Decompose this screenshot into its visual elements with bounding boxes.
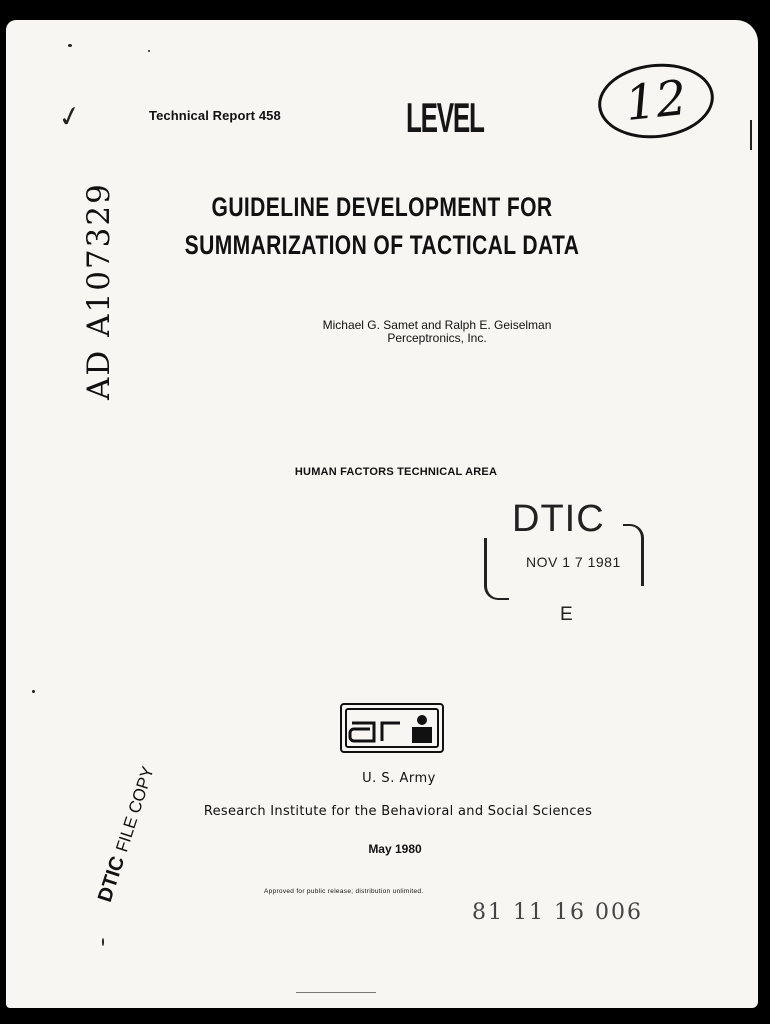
organization-line-2: Research Institute for the Behavioral and Social Sciences: [203, 804, 593, 819]
dtic-stamp-letter: E: [560, 604, 573, 625]
stamp-bracket-left: [484, 538, 509, 600]
technical-area: HUMAN FACTORS TECHNICAL AREA: [294, 466, 498, 478]
author-affiliation: Perceptronics, Inc.: [387, 331, 487, 345]
title-line-1: GUIDELINE DEVELOPMENT FOR: [211, 192, 553, 222]
title-line-2: SUMMARIZATION OF TACTICAL DATA: [184, 230, 580, 260]
publication-date: May 1980: [368, 842, 422, 856]
scan-edge-mark: [750, 120, 752, 150]
scan-speck: [32, 690, 35, 693]
report-title: [6, 188, 758, 264]
file-copy-brand: DTIC: [94, 853, 130, 905]
level-stamp: LEVEL: [406, 94, 484, 141]
scan-speck: [68, 44, 72, 47]
dtic-receipt-stamp: [484, 498, 654, 633]
scan-speck: [148, 50, 150, 52]
authors-block: [116, 319, 758, 345]
side-accession-number: AD A107329: [81, 182, 117, 400]
handwritten-checkmark-icon: ✓: [54, 97, 85, 136]
dtic-stamp-label: DTIC: [512, 498, 605, 540]
dtic-stamp-date: NOV 1 7 1981: [526, 554, 621, 570]
circled-handwritten-number: [594, 58, 717, 144]
report-number: Technical Report 458: [149, 108, 281, 123]
author-names: Michael G. Samet and Ralph E. Geiselman: [322, 318, 552, 332]
file-copy-text: FILE COPY: [112, 764, 158, 855]
report-cover-page: [6, 20, 758, 1008]
distribution-statement: Approved for public release; distribution unlimited.: [264, 888, 424, 895]
scan-speck: [102, 938, 104, 946]
bottom-accession-number: 81 11 16 006: [472, 900, 643, 925]
scan-edge-mark: [296, 992, 376, 993]
stamp-bracket-right: [623, 524, 644, 586]
ari-logo: [340, 703, 444, 753]
ari-logo-icon: [340, 703, 444, 753]
circled-number-text: 12: [622, 69, 690, 133]
organization-line-1: U. S. Army: [362, 771, 436, 786]
